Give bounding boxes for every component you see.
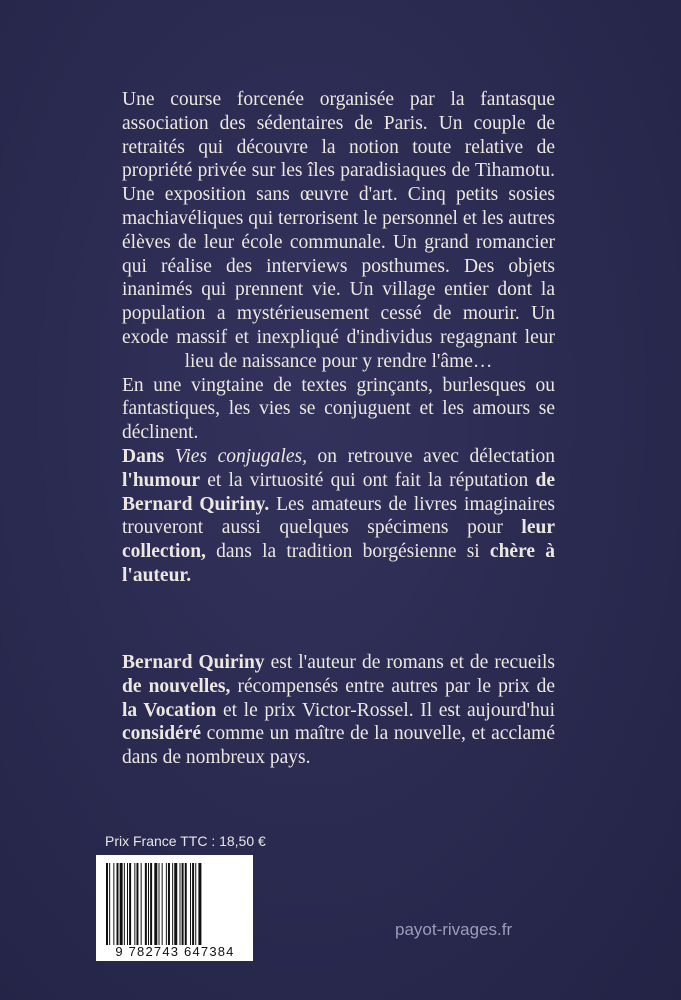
barcode-bars xyxy=(106,863,244,945)
isbn-number: 9 782743 647384 xyxy=(115,944,235,959)
barcode-bar xyxy=(117,863,119,945)
blurb-p3-part4: dans la tradition borgésienne si xyxy=(205,541,490,563)
author-bold-3: la Vocation xyxy=(122,699,217,721)
barcode-bar xyxy=(129,863,131,945)
barcode-bar xyxy=(109,863,110,945)
publisher-website: payot-rivages.fr xyxy=(395,920,513,939)
author-text-1: est l'auteur de romans et de recueils xyxy=(264,652,555,673)
barcode-bar xyxy=(198,863,201,945)
author-bold-2: de nouvelles, xyxy=(122,675,231,697)
barcode-bar xyxy=(166,863,167,945)
barcode xyxy=(96,855,253,961)
barcode-bar xyxy=(127,863,128,945)
barcode-bar xyxy=(192,863,194,945)
barcode-bar xyxy=(168,863,170,945)
author-text-4: comme un maître de la nouvelle, et acclamé dans de nombreux pays. xyxy=(122,723,555,769)
barcode-bar xyxy=(141,863,142,945)
barcode-bar xyxy=(190,863,191,945)
barcode-bar xyxy=(106,863,108,945)
barcode-bar xyxy=(182,863,184,945)
blurb-p3-part3: Les amateurs de livres imaginaires trouveront aussi quelques spécimens pour xyxy=(122,493,555,539)
author-bio-paragraph xyxy=(122,651,555,770)
barcode-bar xyxy=(148,863,149,945)
barcode-bar xyxy=(172,863,173,945)
author-name-bold: de Bernard Quiriny. xyxy=(122,469,555,515)
barcode-bar xyxy=(195,863,196,945)
barcode-bar xyxy=(185,863,187,945)
barcode-bar xyxy=(124,863,125,945)
author-bio xyxy=(122,651,555,770)
blurb-paragraph-2: En une vingtaine de textes grinçants, burlesques ou fantastiques, les vies se conjuguent et les amours se déclinent. xyxy=(122,374,555,444)
barcode-bar xyxy=(134,863,135,945)
barcode-bar xyxy=(159,863,160,945)
barcode-bar xyxy=(180,863,181,945)
blurb-p3-part2: et la virtuosité qui ont fait la réputation xyxy=(200,469,536,491)
blurb-text xyxy=(122,88,555,588)
book-title: Vies conjugales, xyxy=(174,445,307,467)
blurb-paragraph-3 xyxy=(122,445,555,588)
blurb-paragraph-1: Une course forcenée organisée par la fantasque association des sédentaires de Paris. Un couple de retraités qui découvre la notion toute relative de propriété privée sur les îles paradisiaques de Tihamotu. Une exposition sans œuvre d'art. Cinq petits sosies machiavéliques qui terrorisent le personnel et les autres élèves de leur école communale. Un grand romancier qui réalise des interviews posthumes. Des objets inanimés qui prennent vie. Un village entier dont la population a mystérieusement cessé de mourir. Un exode massif et inexpliqué d'individus regagnant leur lieu de naissance pour y rendre l'âme… xyxy=(122,89,555,372)
humour-bold: l'humour xyxy=(122,469,201,491)
author-bold-4: considéré xyxy=(122,723,202,745)
barcode-bar xyxy=(120,863,123,945)
author-text-2: récompensés entre autres par le prix de xyxy=(230,675,555,697)
barcode-bar xyxy=(154,863,157,945)
collection-bold: leur collection, xyxy=(122,517,555,563)
price-label: Prix France TTC : 18,50 € xyxy=(105,833,266,849)
author-text-3: et le prix Victor-Rossel. Il est aujourd'hui xyxy=(216,699,555,721)
barcode-bar xyxy=(136,863,138,945)
chere-bold: chère à l'auteur. xyxy=(122,541,555,586)
barcode-bar xyxy=(150,863,152,945)
barcode-bar xyxy=(174,863,177,945)
barcode-bar xyxy=(113,863,114,945)
barcode-bar xyxy=(145,863,147,945)
author-name: Bernard Quiriny xyxy=(122,652,265,673)
dans-bold: Dans xyxy=(122,445,165,467)
barcode-bar xyxy=(162,863,163,945)
blurb-p3-part1: on retrouve avec délectation xyxy=(306,445,555,467)
